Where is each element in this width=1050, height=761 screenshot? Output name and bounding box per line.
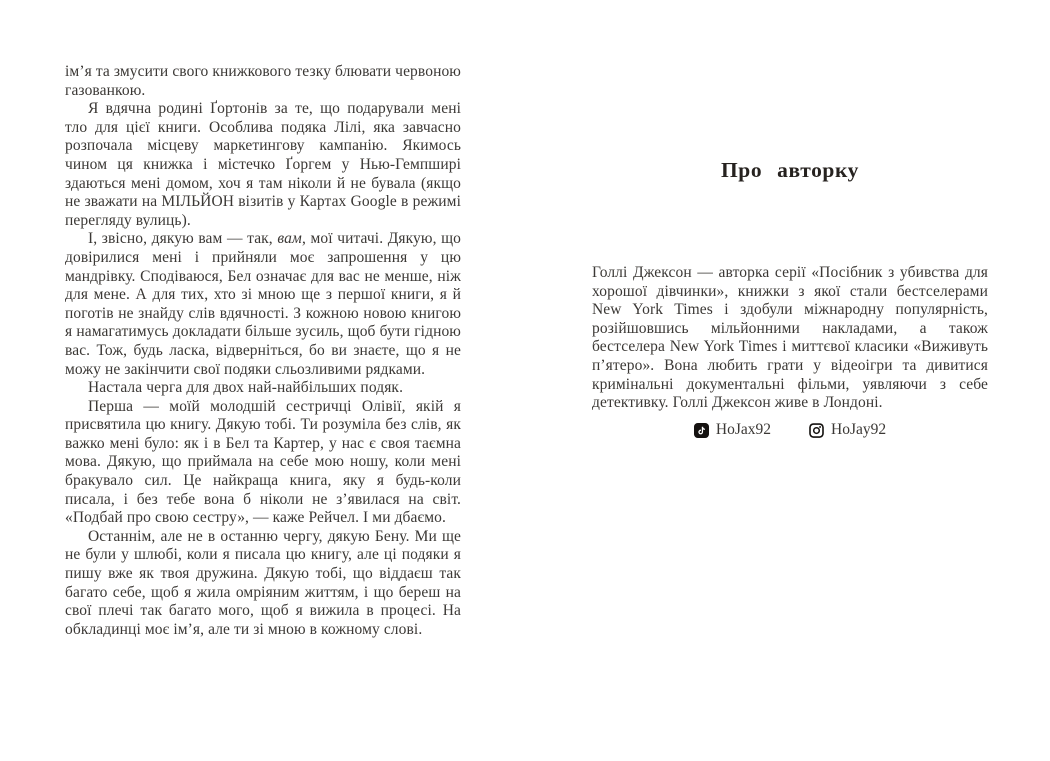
- instagram-handle: [809, 421, 886, 439]
- paragraph-ben: Останнім, але не в останню чергу, дякую Бену. Ми ще не були у шлюбі, коли я писала цю книгу, але ці подяки я пишу вже як твоя дружина. Дякую тобі, що віддаєш так багато себе, щоб я жила омріяним життям, і що береш на свої плечі так багато мого, щоб я вижила в процесі. На обкладинці моє ім’я, але ти зі мною в кожному слові.: [65, 527, 461, 638]
- paragraph-text: І, звісно, дякую вам — так,: [88, 230, 278, 248]
- tiktok-handle: [694, 421, 771, 439]
- about-author-text: [592, 264, 988, 413]
- paragraph-gortons: Я вдячна родині Ґортонів за те, що подарували мені тло для цієї книги. Особлива подяка Лілі, яка завчасно розпочала місцеву маркетингову кампанію. Якимось чином ця книжка і містечко Ґоргем у Нью-Гемпширі здаються мені домом, хоч я там ніколи й не бувала (якщо не зважати на МІЛЬЙОН візитів у Картах Google в режимі перегляду вулиць).: [65, 100, 461, 229]
- emphasized-word: вам: [277, 230, 302, 248]
- paragraph-text: , мої читачі. Дякую, що довірилися мені і прийняли моє запрошення у цю мандрівку. Сподіваюся, Бел означає для вас не менше, ніж для мене. А для тих, хто зі мною ще з першої книги, я й поготів не знайду слів вдячності. З кожною новою книгою я намагатимусь докладати більше зусиль, щоб бути гідною вас. Тож, будь ласка, відверніться, бо ви знаєте, що я не можу не закінчити свої подяки сльозливими рядками.: [65, 230, 462, 378]
- paragraph-two-thanks: Настала черга для двох най-найбільших подяк.: [88, 379, 404, 397]
- acknowledgments-text: [65, 63, 461, 639]
- paragraph-readers: [65, 230, 461, 379]
- instagram-icon: [809, 423, 824, 438]
- left-page: [65, 0, 461, 761]
- social-handle-text: HoJax92: [715, 421, 771, 438]
- about-author-paragraph: Голлі Джексон — авторка серії «Посібник з убивства для хорошої дівчинки», книжки з якої стали бестселерами New York Times і здобули міжнародну популярність, розійшовшись мільйонними накладами, а також бестселера New York Times і миттєвої класики «Виживуть п’ятеро». Вона любить грати у відеоігри та дивитися кримінальні документальні фільми, уявляючи з себе детективку. Голлі Джексон живе в Лондоні.: [592, 264, 988, 412]
- right-page: [592, 0, 988, 761]
- paragraph-olivia: Перша — моїй молодшій сестричці Олівії, якій я присвятила цю книгу. Дякую тобі. Ти розуміла без слів, як важко мені було: як і в Бел та Картер, у нас є своя таємна мова. Дякую, що приймала на себе мою ношу, коли мені бракувало сил. Це найкраща книга, яку я будь-коли писала, і без тебе вона б ніколи не з’явилася на світ. «Подбай про свою сестру», — каже Рейчел. І ми дбаємо.: [65, 397, 461, 527]
- paragraph-continuation: ім’я та змусити свого книжкового тезку блювати червоною газованкою.: [65, 63, 461, 99]
- social-handle-text: HoJay92: [831, 421, 887, 438]
- tiktok-icon: [694, 423, 709, 438]
- social-handles-row: [592, 421, 988, 439]
- about-author-heading: Про авторку: [720, 158, 860, 182]
